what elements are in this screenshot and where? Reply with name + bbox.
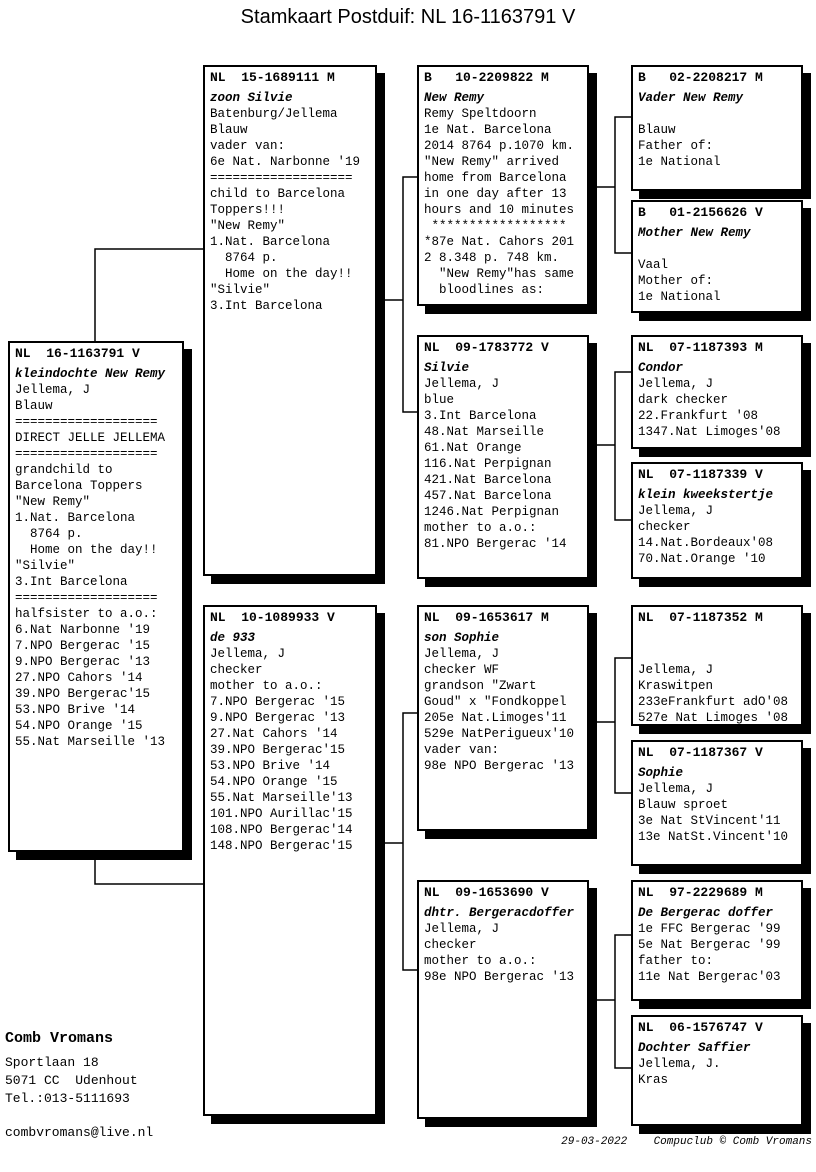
detail-line: 148.NPO Bergerac'15 xyxy=(210,839,353,853)
detail-line: Kras xyxy=(638,1073,669,1087)
ring-number: NL 07-1187393 M xyxy=(638,340,763,355)
detail-line: bloodlines as: xyxy=(424,283,545,297)
detail-line: 7.NPO Bergerac '15 xyxy=(15,639,151,653)
detail-line: 39.NPO Bergerac'15 xyxy=(15,687,151,701)
detail-line: 1347.Nat Limoges'08 xyxy=(638,425,781,439)
detail-line: Vaal xyxy=(638,258,669,272)
pigeon-details xyxy=(638,781,796,845)
detail-line: Jellema, J xyxy=(424,377,500,391)
pedigree-box-great-grandfather-3 xyxy=(631,605,803,726)
pigeon-name: New Remy xyxy=(424,91,485,105)
detail-line: Batenburg/Jellema xyxy=(210,107,338,121)
detail-line: =================== xyxy=(15,415,158,429)
ring-number: NL 07-1187339 V xyxy=(638,467,763,482)
breeder-city: 5071 CC Udenhout xyxy=(5,1073,138,1088)
ring-number: NL 09-1783772 V xyxy=(424,340,549,355)
detail-line: 8764 p. xyxy=(15,527,83,541)
detail-line: 8764 p. xyxy=(210,251,278,265)
connector-mgm-greatgrandparents xyxy=(589,935,631,1068)
ring-number: NL 16-1163791 V xyxy=(15,346,140,361)
detail-line: Blauw xyxy=(15,399,53,413)
detail-line: Blauw xyxy=(210,123,248,137)
detail-line xyxy=(638,106,796,122)
detail-line: child to Barcelona xyxy=(210,187,346,201)
detail-line: in one day after 13 xyxy=(424,187,567,201)
detail-line: Blauw xyxy=(638,123,676,137)
detail-line: 6e Nat. Narbonne '19 xyxy=(210,155,361,169)
ring-number: NL 09-1653690 V xyxy=(424,885,549,900)
detail-line: 48.Nat Marseille xyxy=(424,425,545,439)
detail-line: Jellema, J xyxy=(424,647,500,661)
detail-line: 54.NPO Orange '15 xyxy=(15,719,143,733)
detail-line: 54.NPO Orange '15 xyxy=(210,775,338,789)
detail-line: 27.NPO Cahors '14 xyxy=(15,671,143,685)
pedigree-box-mother xyxy=(203,605,377,1116)
detail-line: 11e Nat Bergerac'03 xyxy=(638,970,781,984)
detail-line: Home on the day!! xyxy=(210,267,353,281)
connector-pgf-greatgrandparents xyxy=(589,117,631,253)
breeder-email: combvromans@live.nl xyxy=(5,1125,154,1140)
detail-line: 13e NatSt.Vincent'10 xyxy=(638,830,789,844)
pigeon-details xyxy=(638,503,796,567)
detail-line: vader van: xyxy=(424,743,500,757)
detail-line: 27.Nat Cahors '14 xyxy=(210,727,338,741)
ring-number: NL 07-1187352 M xyxy=(638,610,763,625)
detail-line: "New Remy" xyxy=(15,495,91,509)
pigeon-name: Condor xyxy=(638,361,684,375)
detail-line: 70.Nat.Orange '10 xyxy=(638,552,766,566)
detail-line: 457.Nat Barcelona xyxy=(424,489,552,503)
ring-number: B 10-2209822 M xyxy=(424,70,549,85)
pedigree-box-great-grandfather-4 xyxy=(631,880,803,1001)
detail-line: home from Barcelona xyxy=(424,171,567,185)
detail-line: mother to a.o.: xyxy=(424,954,537,968)
pigeon-details xyxy=(210,106,370,314)
pigeon-details xyxy=(638,1056,796,1088)
pigeon-name: Dochter Saffier xyxy=(638,1041,751,1055)
connector-subject-father xyxy=(95,249,203,342)
detail-line: mother to a.o.: xyxy=(210,679,323,693)
ring-number: NL 97-2229689 M xyxy=(638,885,763,900)
connector-father-grandparents xyxy=(377,177,417,412)
detail-line: "New Remy"has same xyxy=(424,267,575,281)
ring-number: NL 07-1187367 V xyxy=(638,745,763,760)
detail-line: 1e FFC Bergerac '99 xyxy=(638,922,781,936)
detail-line: 5e Nat Bergerac '99 xyxy=(638,938,781,952)
pigeon-name: zoon Silvie xyxy=(210,91,293,105)
detail-line: Kraswitpen xyxy=(638,679,714,693)
detail-line: Barcelona Toppers xyxy=(15,479,143,493)
detail-line: Goud" x "Fondkoppel xyxy=(424,695,567,709)
detail-line: 81.NPO Bergerac '14 xyxy=(424,537,567,551)
detail-line: 421.Nat Barcelona xyxy=(424,473,552,487)
detail-line: 9.NPO Bergerac '13 xyxy=(210,711,346,725)
pedigree-box-great-grandmother-3 xyxy=(631,740,803,866)
ring-number: B 01-2156626 V xyxy=(638,205,763,220)
pigeon-name: De Bergerac doffer xyxy=(638,906,774,920)
pigeon-details xyxy=(638,376,796,440)
detail-line: 14.Nat.Bordeaux'08 xyxy=(638,536,774,550)
detail-line: Jellema, J xyxy=(210,647,286,661)
detail-line: 1246.Nat Perpignan xyxy=(424,505,560,519)
detail-line: 3.Int Barcelona xyxy=(210,299,323,313)
detail-line: Mother of: xyxy=(638,274,714,288)
detail-line: hours and 10 minutes xyxy=(424,203,575,217)
detail-line: Home on the day!! xyxy=(15,543,158,557)
detail-line: DIRECT JELLE JELLEMA xyxy=(15,431,166,445)
detail-line: "New Remy" arrived xyxy=(424,155,560,169)
pigeon-name: Sophie xyxy=(638,766,684,780)
pigeon-name: dhtr. Bergeracdoffer xyxy=(424,906,575,920)
pigeon-details xyxy=(638,106,796,170)
detail-line: Jellema, J xyxy=(15,383,91,397)
pedigree-box-paternal-grandmother xyxy=(417,335,589,579)
detail-line: 1.Nat. Barcelona xyxy=(210,235,331,249)
detail-line: Jellema, J xyxy=(638,504,714,518)
pigeon-name: klein kweekstertje xyxy=(638,488,774,502)
pigeon-name: Silvie xyxy=(424,361,470,375)
breeder-street: Sportlaan 18 xyxy=(5,1055,99,1070)
pedigree-box-great-grandfather-2 xyxy=(631,335,803,449)
pedigree-box-great-grandfather-1 xyxy=(631,65,803,191)
detail-line: checker xyxy=(424,938,477,952)
detail-line: 3.Int Barcelona xyxy=(424,409,537,423)
connector-mother-grandparents xyxy=(377,713,417,970)
detail-line: "Silvie" xyxy=(15,559,76,573)
detail-line: 22.Frankfurt '08 xyxy=(638,409,759,423)
detail-line: 233eFrankfurt adO'08 xyxy=(638,695,789,709)
detail-line: halfsister to a.o.: xyxy=(15,607,158,621)
detail-line: Jellema, J xyxy=(638,782,714,796)
connector-pgm-greatgrandparents xyxy=(589,372,631,520)
connector-mgf-greatgrandparents xyxy=(589,658,631,793)
detail-line: 98e NPO Bergerac '13 xyxy=(424,759,575,773)
pedigree-box-subject xyxy=(8,341,184,852)
pigeon-details xyxy=(424,921,582,985)
detail-line: 3e Nat StVincent'11 xyxy=(638,814,781,828)
detail-line: 1e Nat. Barcelona xyxy=(424,123,552,137)
detail-line: Toppers!!! xyxy=(210,203,286,217)
detail-line: 39.NPO Bergerac'15 xyxy=(210,743,346,757)
breeder-phone: Tel.:013-5111693 xyxy=(5,1091,130,1106)
ring-number: B 02-2208217 M xyxy=(638,70,763,85)
pedigree-box-paternal-grandfather xyxy=(417,65,589,306)
detail-line: Jellema, J xyxy=(638,663,714,677)
detail-line: ****************** xyxy=(424,219,567,233)
ring-number: NL 09-1653617 M xyxy=(424,610,549,625)
detail-line: 2014 8764 p.1070 km. xyxy=(424,139,575,153)
detail-line: *87e Nat. Cahors 201 xyxy=(424,235,575,249)
detail-line: 53.NPO Brive '14 xyxy=(15,703,136,717)
pigeon-name: kleindochte New Remy xyxy=(15,367,166,381)
pedigree-box-great-grandmother-1 xyxy=(631,200,803,313)
detail-line: 6.Nat Narbonne '19 xyxy=(15,623,151,637)
detail-line: 1e National xyxy=(638,290,721,304)
pigeon-details xyxy=(424,646,582,774)
detail-line: Jellema, J. xyxy=(638,1057,721,1071)
detail-line: "Silvie" xyxy=(210,283,271,297)
pigeon-details xyxy=(15,382,177,750)
breeder-name: Comb Vromans xyxy=(5,1030,114,1047)
detail-line: blue xyxy=(424,393,455,407)
pigeon-name: de 933 xyxy=(210,631,256,645)
detail-line: father to: xyxy=(638,954,714,968)
detail-line: 9.NPO Bergerac '13 xyxy=(15,655,151,669)
detail-line: 527e Nat Limoges '08 xyxy=(638,711,789,725)
pigeon-name: son Sophie xyxy=(424,631,500,645)
pigeon-name xyxy=(638,630,796,646)
detail-line: 108.NPO Bergerac'14 xyxy=(210,823,353,837)
detail-line: checker xyxy=(638,520,691,534)
pedigree-box-great-grandmother-4 xyxy=(631,1015,803,1126)
detail-line: 61.Nat Orange xyxy=(424,441,522,455)
pigeon-details xyxy=(638,646,796,726)
detail-line: =================== xyxy=(210,171,353,185)
pigeon-details xyxy=(638,241,796,305)
detail-line: 116.Nat Perpignan xyxy=(424,457,552,471)
detail-line: 205e Nat.Limoges'11 xyxy=(424,711,567,725)
pedigree-box-father xyxy=(203,65,377,576)
detail-line: Remy Speltdoorn xyxy=(424,107,537,121)
detail-line: 98e NPO Bergerac '13 xyxy=(424,970,575,984)
detail-line: vader van: xyxy=(210,139,286,153)
detail-line: 7.NPO Bergerac '15 xyxy=(210,695,346,709)
print-credit: 29-03-2022 Compuclub © Comb Vromans xyxy=(561,1136,812,1148)
detail-line: "New Remy" xyxy=(210,219,286,233)
detail-line: =================== xyxy=(15,447,158,461)
pedigree-box-maternal-grandfather xyxy=(417,605,589,831)
detail-line: 1e National xyxy=(638,155,721,169)
pigeon-name: Vader New Remy xyxy=(638,91,744,105)
detail-line: 529e NatPerigueux'10 xyxy=(424,727,575,741)
breeder-contact-block xyxy=(5,1030,153,1142)
detail-line: Jellema, J xyxy=(638,377,714,391)
ring-number: NL 10-1089933 V xyxy=(210,610,335,625)
detail-line: 1.Nat. Barcelona xyxy=(15,511,136,525)
pigeon-name: Mother New Remy xyxy=(638,226,751,240)
pigeon-details xyxy=(210,646,370,854)
detail-line: Jellema, J xyxy=(424,922,500,936)
detail-line xyxy=(638,241,796,257)
detail-line: dark checker xyxy=(638,393,729,407)
pigeon-details xyxy=(424,106,582,298)
detail-line: grandchild to xyxy=(15,463,113,477)
ring-number: NL 06-1576747 V xyxy=(638,1020,763,1035)
detail-line: 55.Nat Marseille '13 xyxy=(15,735,166,749)
detail-line: Blauw sproet xyxy=(638,798,729,812)
page-title: Stamkaart Postduif: NL 16-1163791 V xyxy=(240,6,576,28)
detail-line: checker WF xyxy=(424,663,500,677)
detail-line: 3.Int Barcelona xyxy=(15,575,128,589)
detail-line: =================== xyxy=(15,591,158,605)
detail-line: grandson "Zwart xyxy=(424,679,537,693)
ring-number: NL 15-1689111 M xyxy=(210,70,335,85)
detail-line: 55.Nat Marseille'13 xyxy=(210,791,353,805)
detail-line: 2 8.348 p. 748 km. xyxy=(424,251,560,265)
pigeon-details xyxy=(638,921,796,985)
detail-line: 53.NPO Brive '14 xyxy=(210,759,331,773)
connector-subject-mother xyxy=(95,851,203,884)
pigeon-details xyxy=(424,376,582,552)
detail-line xyxy=(638,646,796,662)
detail-line: 101.NPO Aurillac'15 xyxy=(210,807,353,821)
detail-line: checker xyxy=(210,663,263,677)
pedigree-box-great-grandmother-2 xyxy=(631,462,803,579)
detail-line: mother to a.o.: xyxy=(424,521,537,535)
detail-line: Father of: xyxy=(638,139,714,153)
pedigree-box-maternal-grandmother xyxy=(417,880,589,1119)
